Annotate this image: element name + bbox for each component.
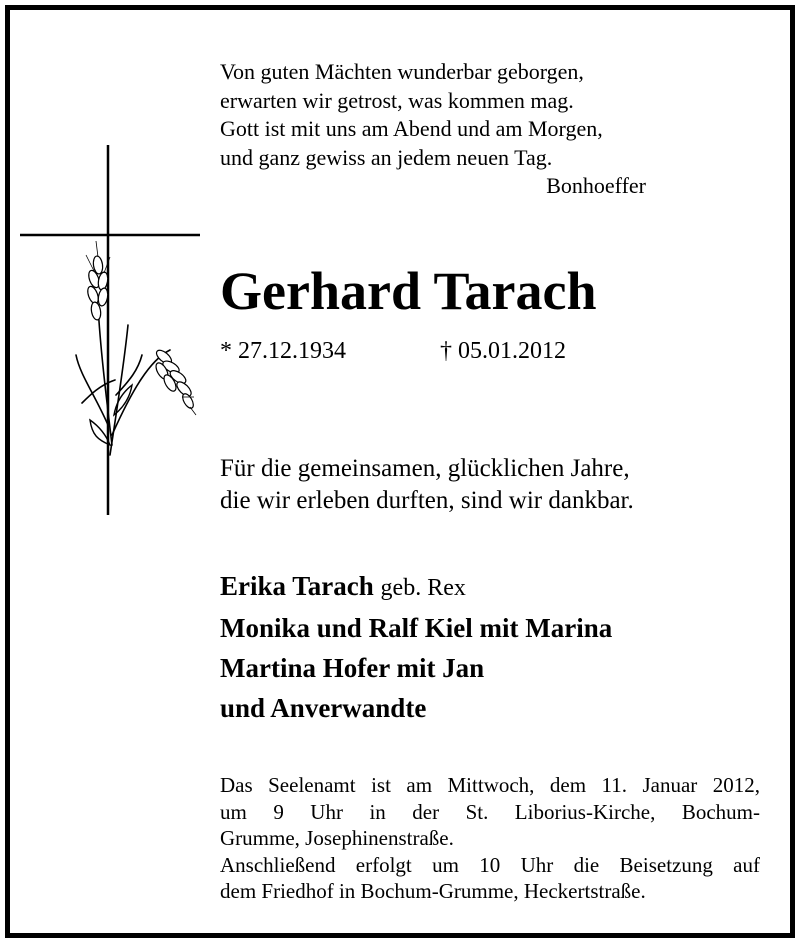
maiden-name: geb. Rex: [380, 575, 466, 601]
cross-with-wheat-icon: [20, 145, 200, 515]
poem-author: Bonhoeffer: [546, 173, 646, 198]
mourner-name: Erika Tarach: [220, 571, 374, 601]
poem-line: erwarten wir getrost, was kommen mag.: [220, 87, 574, 113]
poem-line: Von guten Mächten wunderbar geborgen,: [220, 59, 584, 84]
death-date: † 05.01.2012: [440, 338, 566, 364]
bonhoeffer-poem: [220, 58, 646, 201]
notice-line: Das Seelenamt ist am Mittwoch, dem 11. Januar 2012,: [220, 773, 760, 797]
notice-line: dem Friedhof in Bochum-Grumme, Heckertstraße.: [220, 879, 646, 903]
mourner-line: [220, 566, 612, 608]
mourner-line: Martina Hofer mit Jan: [220, 653, 485, 683]
poem-line: Gott ist mit uns am Abend und am Morgen,: [220, 116, 603, 141]
notice-line: Grumme, Josephinenstraße.: [220, 826, 454, 850]
thanks-message: [220, 453, 634, 517]
thanks-line: die wir erleben durften, sind wir dankbar.: [220, 487, 634, 514]
funeral-notice: [220, 772, 760, 905]
mourner-line: Monika und Ralf Kiel mit Marina: [220, 613, 613, 643]
notice-line: Anschließend erfolgt um 10 Uhr die Beisetzung auf: [220, 852, 760, 877]
life-dates: [220, 336, 566, 366]
thanks-line: Für die gemeinsamen, glücklichen Jahre,: [220, 455, 630, 482]
deceased-name: Gerhard Tarach: [220, 261, 597, 321]
poem-line: und ganz gewiss an jedem neuen Tag.: [220, 144, 553, 170]
mourner-line: und Anverwandte: [220, 693, 427, 723]
mourners-list: [220, 566, 612, 728]
birth-date: * 27.12.1934: [220, 338, 346, 364]
notice-line: um 9 Uhr in der St. Liborius-Kirche, Bochum-: [220, 799, 760, 824]
